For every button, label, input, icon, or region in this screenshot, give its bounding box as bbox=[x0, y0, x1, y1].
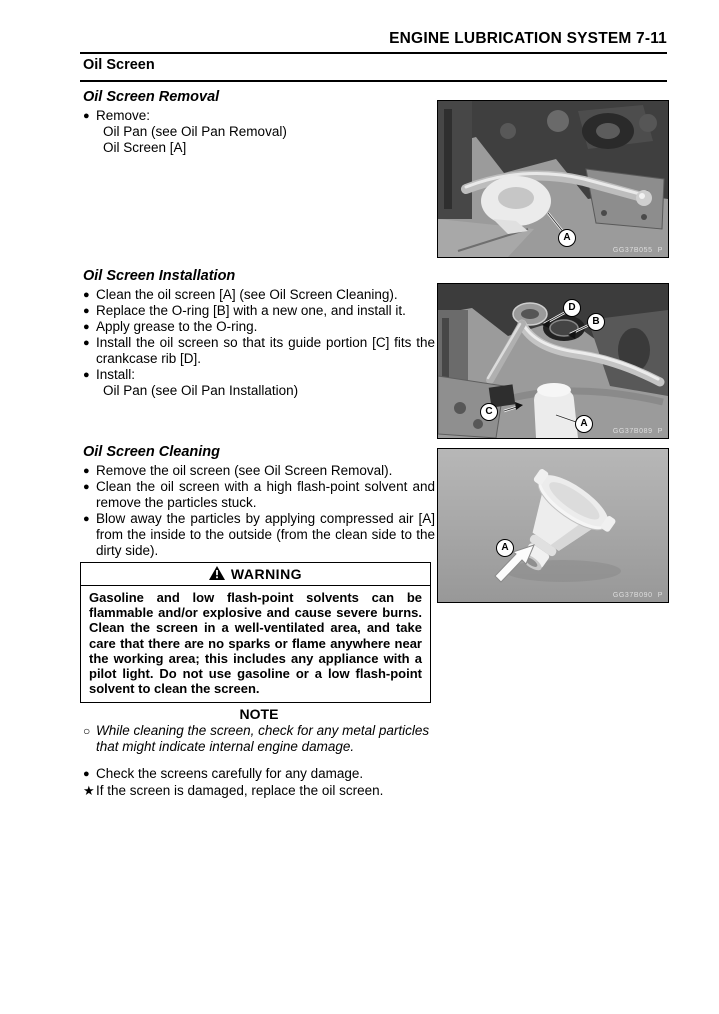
list-item bbox=[83, 319, 435, 335]
warning-body: Gasoline and low flash-point solvents can be flammable and/or explosive and cause severe burns. Clean the screen in a well-ventilated area, and take care that there are no sparks or flame anywhere near the working area; this includes any appliance with a pilot light. Do not use gasoline or a low flash-point solvent to clean the screen. bbox=[89, 590, 422, 697]
callout-a: A bbox=[575, 415, 593, 433]
cleaning-section bbox=[83, 444, 435, 559]
figure-oil-screen-cleaning bbox=[437, 448, 669, 603]
list-subitem: Oil Pan (see Oil Pan Installation) bbox=[103, 383, 299, 398]
list-item-text: Remove: bbox=[96, 108, 151, 123]
warning-icon bbox=[209, 566, 225, 583]
figure-code: GG37B089 P bbox=[612, 428, 663, 435]
list-item-text: If the screen is damaged, replace the oil screen. bbox=[96, 782, 384, 798]
star-bullet-icon: ★ bbox=[83, 782, 95, 798]
list-item bbox=[83, 108, 435, 124]
list-item bbox=[83, 367, 435, 383]
note-item bbox=[83, 723, 435, 755]
callout-b: B bbox=[587, 313, 605, 331]
header-divider bbox=[80, 52, 667, 54]
list-item-text: Clean the oil screen [A] (see Oil Screen Cleaning). bbox=[96, 287, 398, 302]
installation-heading: Oil Screen Installation bbox=[83, 268, 236, 284]
bullet-icon: ● bbox=[83, 305, 90, 317]
removal-heading: Oil Screen Removal bbox=[83, 89, 220, 105]
bullet-icon: ● bbox=[83, 513, 90, 525]
removal-section bbox=[83, 89, 435, 156]
list-item bbox=[83, 303, 435, 319]
engine-photo-illustration bbox=[438, 284, 668, 438]
closing-items bbox=[83, 766, 435, 799]
engine-photo-illustration bbox=[438, 101, 668, 257]
note-block bbox=[83, 706, 435, 755]
figure-oil-screen-location bbox=[437, 100, 669, 258]
list-item bbox=[83, 287, 435, 303]
list-item bbox=[83, 335, 435, 367]
bullet-icon: ● bbox=[83, 321, 90, 333]
list-item-text: Blow away the particles by applying compressed air [A] from the inside to the outside (from the clean side to the dirty side). bbox=[96, 511, 435, 558]
list-item bbox=[83, 766, 435, 783]
list-item-text: Install the oil screen so that its guide portion [C] fits the crankcase rib [D]. bbox=[96, 335, 435, 366]
page-header-title: ENGINE LUBRICATION SYSTEM 7-11 bbox=[389, 30, 667, 47]
section-heading: Oil Screen bbox=[83, 57, 155, 73]
note-text: While cleaning the screen, check for any metal particles that might indicate internal engine damage. bbox=[96, 723, 430, 754]
list-item bbox=[83, 511, 435, 559]
warning-title: WARNING bbox=[230, 566, 303, 582]
list-item bbox=[83, 783, 435, 800]
figure-code: GG37B090 P bbox=[612, 592, 663, 599]
list-item-text: Replace the O-ring [B] with a new one, and install it. bbox=[96, 303, 406, 318]
warning-box bbox=[80, 562, 431, 703]
list-item-text: Clean the oil screen with a high flash-point solvent and remove the particles stuck. bbox=[96, 479, 435, 510]
bullet-icon: ● bbox=[83, 481, 90, 493]
list-subitem: Oil Screen [A] bbox=[103, 140, 187, 155]
note-title: NOTE bbox=[239, 706, 279, 722]
list-item-text: Apply grease to the O-ring. bbox=[96, 319, 258, 334]
list-item bbox=[83, 463, 435, 479]
list-item bbox=[83, 479, 435, 511]
bullet-icon: ● bbox=[83, 110, 90, 122]
cleaning-heading: Oil Screen Cleaning bbox=[83, 444, 220, 460]
callout-a: A bbox=[558, 229, 576, 247]
callout-d: D bbox=[563, 299, 581, 317]
list-item-text: Check the screens carefully for any damage. bbox=[96, 766, 364, 781]
bullet-icon: ● bbox=[83, 337, 90, 349]
list-subitem: Oil Pan (see Oil Pan Removal) bbox=[103, 124, 287, 139]
bullet-icon: ● bbox=[83, 768, 90, 780]
warning-title-bar bbox=[81, 563, 430, 586]
list-item-text: Remove the oil screen (see Oil Screen Removal). bbox=[96, 463, 393, 478]
bullet-icon: ● bbox=[83, 465, 90, 477]
circle-bullet-icon: ○ bbox=[83, 724, 91, 738]
section-divider bbox=[80, 80, 667, 82]
callout-a: A bbox=[496, 539, 514, 557]
bullet-icon: ● bbox=[83, 289, 90, 301]
callout-c: C bbox=[480, 403, 498, 421]
figure-code: GG37B055 P bbox=[612, 247, 663, 254]
list-item-text: Install: bbox=[96, 367, 136, 382]
figure-oil-screen-installation bbox=[437, 283, 669, 439]
installation-section bbox=[83, 268, 435, 399]
bullet-icon: ● bbox=[83, 369, 90, 381]
oil-screen-part-illustration bbox=[438, 449, 668, 602]
